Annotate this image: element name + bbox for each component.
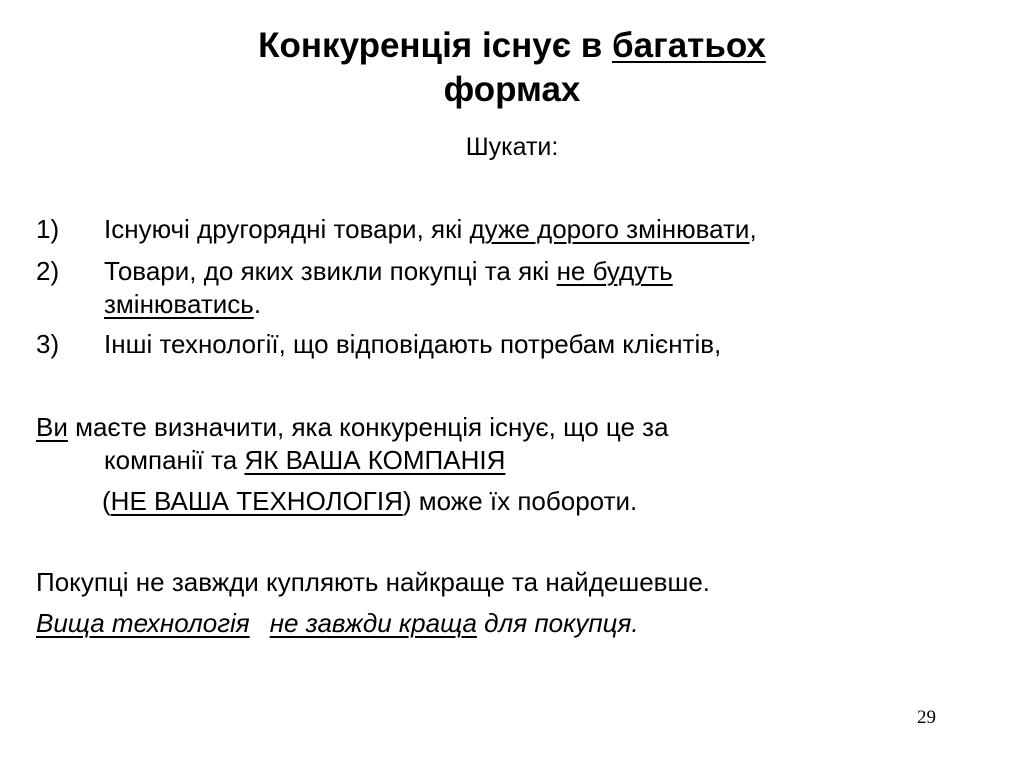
page-number: 29 [917,707,936,728]
paragraph-text: для покупця. [476,608,639,638]
paragraph-1-line-3 [102,485,637,518]
item-text-b: . [253,289,262,319]
paragraph-1-line-2 [104,444,505,477]
paragraph-text: ( [102,486,111,516]
item-underlined-text-2: змінюватись [104,289,254,319]
title-line-2: формах [443,70,581,109]
item-text-a: Існуючі другорядні товари, які [104,214,470,244]
list-item-text [104,213,757,246]
item-underlined-text: дуже дорого змінювати [469,214,750,244]
paragraph-1-line-1 [36,411,669,444]
item-underlined-text-1: не будуть [556,256,673,286]
list-item-number: 1) [36,214,60,244]
underlined-not-your-technology: НЕ ВАША ТЕХНОЛОГІЯ [110,486,403,516]
underlined-word-you: Ви [36,412,68,442]
list-item-number: 2) [36,256,60,286]
underlined-not-always-better: не завжди краща [269,608,477,638]
list-item-text-line-2 [104,288,261,321]
list-item-2 [0,255,1024,323]
underlined-higher-technology: Вища технологія [36,608,250,638]
paragraph-text: маєте визначити, яка конкуренція існує, що це за [67,412,669,442]
title-text: Конкуренція існує в [258,26,613,65]
underlined-your-company: ЯК ВАША КОМПАНІЯ [244,445,506,475]
item-text-a: Товари, до яких звикли покупці та які [104,256,557,286]
item-text-b: , [749,214,757,244]
slide-title [0,24,1024,112]
list-item-text: Інші технології, що відповідають потребам клієнтів, [104,329,722,359]
paragraph-text: компанії та [104,445,245,475]
paragraph-2-line-1: Покупці не завжди купляють найкраще та найдешевше. [36,567,711,597]
list-item-text-line-1 [104,255,673,288]
list-item-number: 3) [36,329,60,359]
slide-subtitle: Шукати: [465,133,559,161]
title-underlined-word: багатьох [612,26,766,65]
paragraph-text: ) може їх побороти. [402,486,638,516]
paragraph-2-line-2 [36,607,639,640]
title-line-1 [0,24,1024,68]
